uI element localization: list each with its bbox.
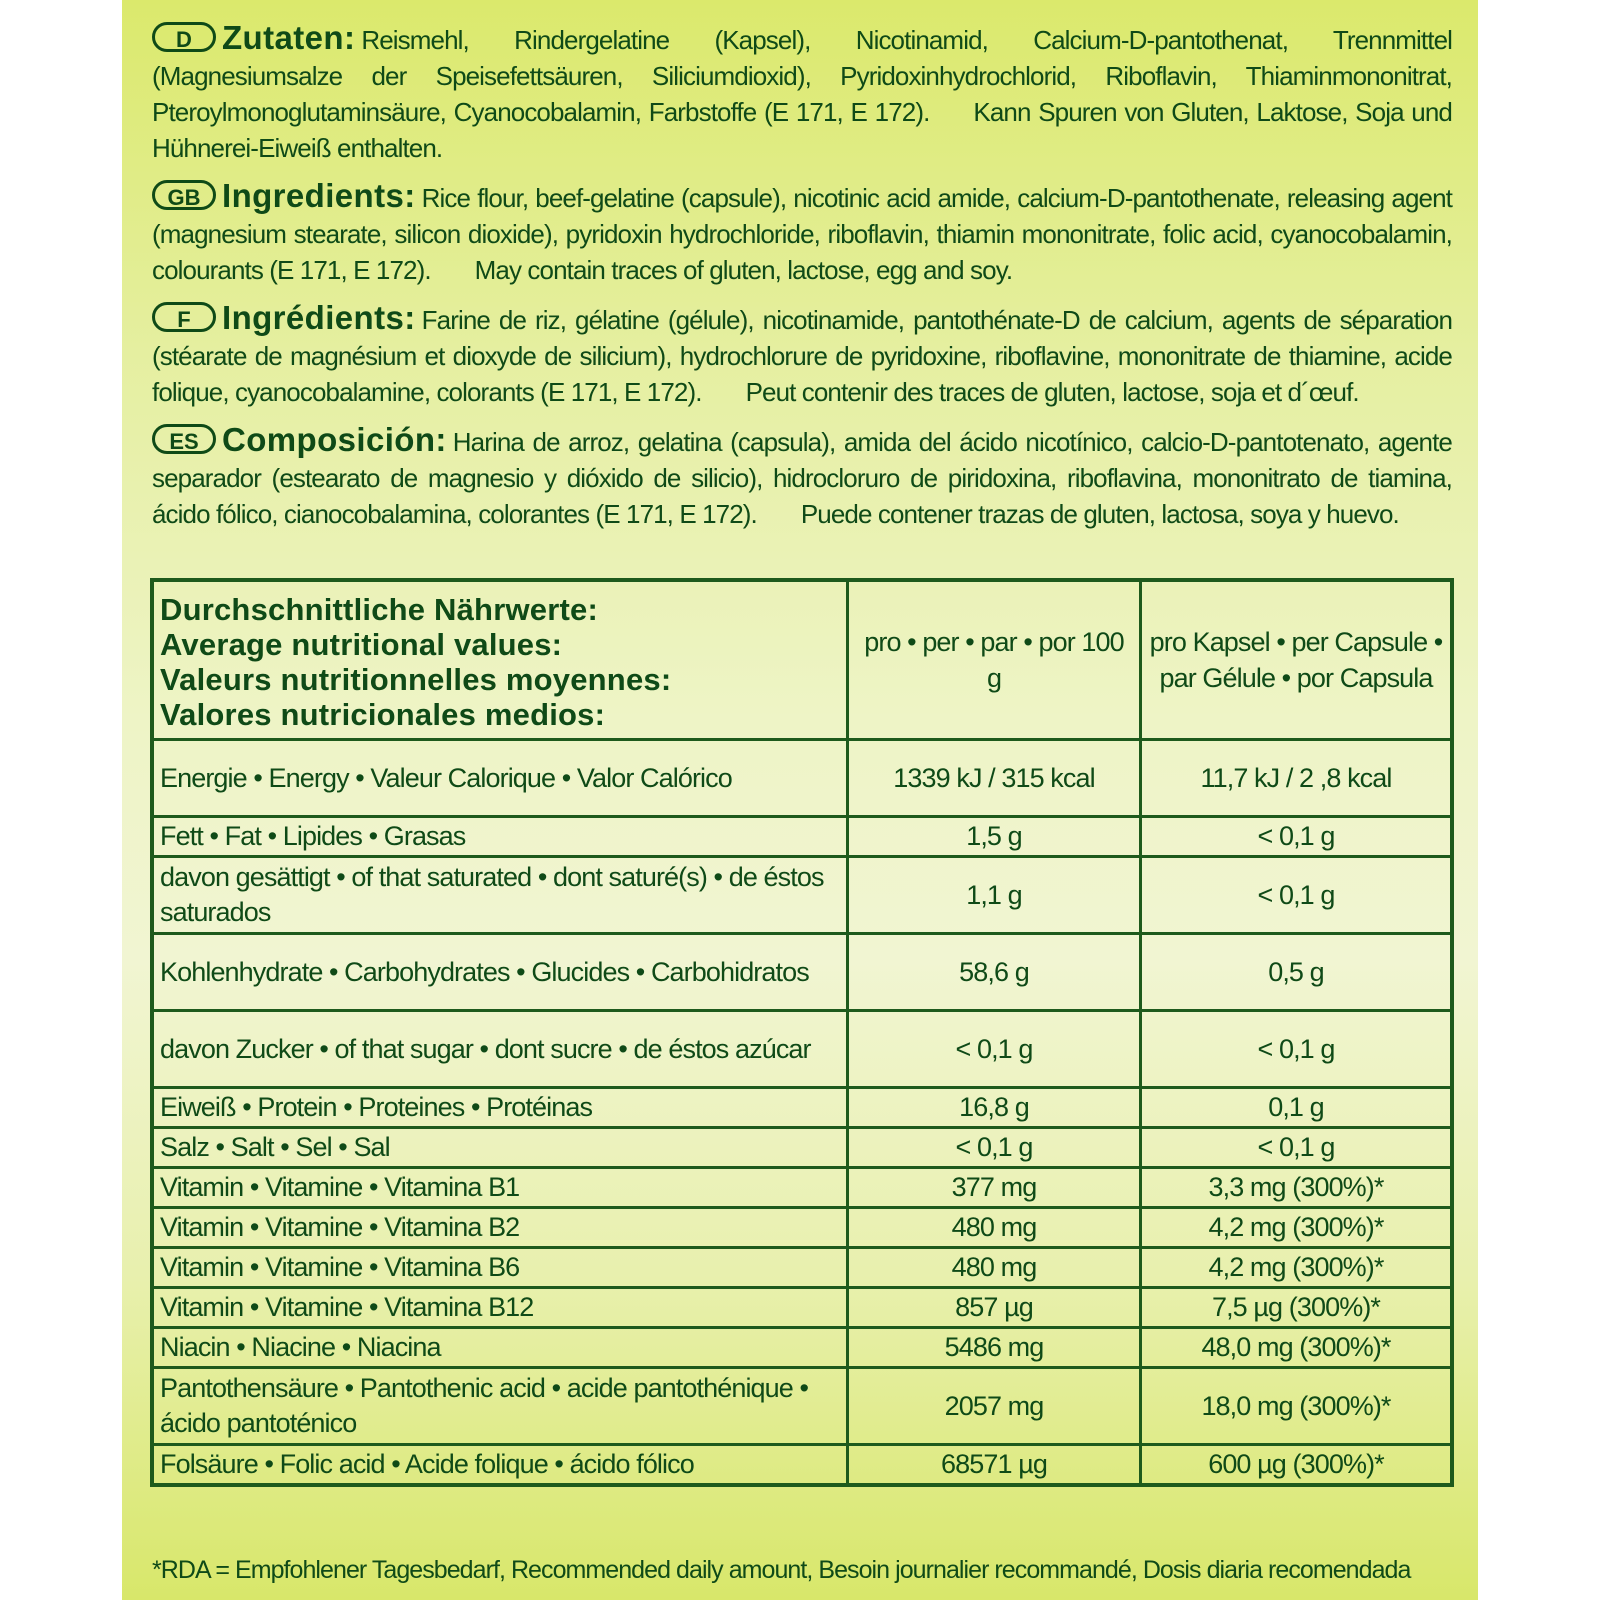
nutrient-name: Vitamin • Vitamine • Vitamina B6 [152, 1248, 848, 1288]
ingredients-heading-de: Zutaten: [222, 19, 356, 56]
nutrient-name: Vitamin • Vitamine • Vitamina B1 [152, 1168, 848, 1208]
table-row [152, 1168, 1452, 1208]
ingredients-heading-fr: Ingrédients: [222, 299, 416, 336]
table-row [152, 1328, 1452, 1368]
value-per-100g: 2057 mg [848, 1368, 1141, 1445]
nutrient-name: Pantothensäure • Pantothenic acid • acide pantothénique • ácido pantoténico [152, 1368, 848, 1445]
nutrient-name: davon Zucker • of that sugar • dont sucre • de éstos azúcar [152, 1011, 848, 1088]
value-per-capsule: < 0,1 g [1141, 1128, 1453, 1168]
value-per-100g: 1,1 g [848, 857, 1141, 934]
value-per-100g: 480 mg [848, 1248, 1141, 1288]
value-per-capsule: 4,2 mg (300%)* [1141, 1248, 1453, 1288]
table-row [152, 1368, 1452, 1445]
nutrient-name: Folsäure • Folic acid • Acide folique • ácido fólico [152, 1445, 848, 1486]
value-per-capsule: < 0,1 g [1141, 857, 1453, 934]
table-row [152, 1248, 1452, 1288]
value-per-100g: 5486 mg [848, 1328, 1141, 1368]
nutrient-name: Fett • Fat • Lipides • Grasas [152, 817, 848, 857]
table-row [152, 1011, 1452, 1088]
table-row [152, 740, 1452, 817]
value-per-capsule: 0,1 g [1141, 1088, 1453, 1128]
nutrition-title-es: Valores nutricionales medios: [160, 697, 606, 732]
nutrient-name: Kohlenhydrate • Carbohydrates • Glucides • Carbohidratos [152, 934, 848, 1011]
column-header-per-capsule: pro Kapsel • per Capsule • par Gélule • por Capsula [1141, 580, 1453, 740]
table-row [152, 817, 1452, 857]
ingredients-text-de: Reismehl, Rindergelatine (Kapsel), Nicotinamid, Calcium-D-pantothenat, Trennmittel (Magnesiumsalze der Speisefettsäuren, Siliciumdioxid), Pyridoxinhydrochlorid, Riboflavin, Thiaminmononitrat, Pteroylmonoglutaminsäure, Cyanocobalamin, Farbstoffe (E 171, E 172). [152, 25, 1452, 127]
table-row [152, 857, 1452, 934]
nutrition-table [150, 578, 1454, 1487]
nutrient-name: Salz • Salt • Sel • Sal [152, 1128, 848, 1168]
value-per-capsule: 600 µg (300%)* [1141, 1445, 1453, 1486]
value-per-100g: 857 µg [848, 1288, 1141, 1328]
value-per-100g: 480 mg [848, 1208, 1141, 1248]
product-label [122, 0, 1478, 1600]
nutrition-title-fr: Valeurs nutritionnelles moyennes: [160, 662, 672, 697]
nutrition-title-de: Durchschnittliche Nährwerte: [160, 592, 598, 627]
table-row [152, 1088, 1452, 1128]
ingredients-es [152, 422, 1452, 532]
allergen-note-fr: Peut contenir des traces de gluten, lactose, soja et d´œuf. [745, 377, 1359, 407]
ingredients-text-fr: Farine de riz, gélatine (gélule), nicotinamide, pantothénate-D de calcium, agents de séparation (stéarate de magnésium et dioxyde de silicium), hydrochlorure de pyridoxine, riboflavine, mononitrate de thiamine, acide folique, cyanocobalamine, colorants (E 171, E 172). [152, 305, 1452, 407]
value-per-capsule: < 0,1 g [1141, 1011, 1453, 1088]
table-row [152, 1208, 1452, 1248]
nutrient-name: davon gesättigt • of that saturated • dont saturé(s) • de éstos saturados [152, 857, 848, 934]
value-per-capsule: 0,5 g [1141, 934, 1453, 1011]
value-per-100g: 1339 kJ / 315 kcal [848, 740, 1141, 817]
allergen-note-de: Kann Spuren von Gluten, Laktose, Soja und Hühnerei-Eiweiß enthalten. [152, 97, 1452, 163]
ingredients-text-es: Harina de arroz, gelatina (capsula), amida del ácido nicotínico, calcio-D-pantotenato, agente separador (estearato de magnesio y dióxido de silicio), hidrocloruro de piridoxina, riboflavina, mononitrato de tiamina, ácido fólico, cianocobalamina, colorantes (E 171, E 172). [152, 427, 1452, 529]
value-per-100g: 377 mg [848, 1168, 1141, 1208]
value-per-100g: 68571 µg [848, 1445, 1141, 1486]
language-badge-de: D [152, 22, 216, 52]
nutrient-name: Energie • Energy • Valeur Calorique • Valor Calórico [152, 740, 848, 817]
value-per-100g: < 0,1 g [848, 1011, 1141, 1088]
ingredients-heading-es: Composición: [222, 421, 447, 458]
column-header-per-100g: pro • per • par • por 100 g [848, 580, 1141, 740]
value-per-100g: 58,6 g [848, 934, 1141, 1011]
table-row [152, 934, 1452, 1011]
value-per-capsule: 11,7 kJ / 2 ,8 kcal [1141, 740, 1453, 817]
value-per-capsule: 3,3 mg (300%)* [1141, 1168, 1453, 1208]
table-row [152, 1445, 1452, 1486]
nutrition-title-gb: Average nutritional values: [160, 627, 563, 662]
ingredients-de [152, 20, 1452, 166]
value-per-capsule: 18,0 mg (300%)* [1141, 1368, 1453, 1445]
allergen-note-gb: May contain traces of gluten, lactose, egg and soy. [474, 255, 1013, 285]
nutrient-name: Niacin • Niacine • Niacina [152, 1328, 848, 1368]
value-per-100g: 16,8 g [848, 1088, 1141, 1128]
nutrient-name: Vitamin • Vitamine • Vitamina B2 [152, 1208, 848, 1248]
rda-footnote: *RDA = Empfohlener Tagesbedarf, Recommended daily amount, Besoin journalier recommandé, Dosis diaria recomendada [152, 1556, 1411, 1584]
value-per-capsule: 4,2 mg (300%)* [1141, 1208, 1453, 1248]
table-row [152, 1288, 1452, 1328]
value-per-100g: < 0,1 g [848, 1128, 1141, 1168]
language-badge-fr: F [152, 302, 216, 332]
allergen-note-es: Puede contener trazas de gluten, lactosa, soya y huevo. [800, 499, 1399, 529]
language-badge-gb: GB [152, 180, 216, 210]
nutrition-table-title [152, 580, 848, 740]
nutrient-name: Vitamin • Vitamine • Vitamina B12 [152, 1288, 848, 1328]
value-per-100g: 1,5 g [848, 817, 1141, 857]
value-per-capsule: < 0,1 g [1141, 817, 1453, 857]
value-per-capsule: 7,5 µg (300%)* [1141, 1288, 1453, 1328]
ingredients-section [152, 20, 1452, 544]
table-row [152, 1128, 1452, 1168]
ingredients-text-gb: Rice flour, beef-gelatine (capsule), nicotinic acid amide, calcium-D-pantothenate, releasing agent (magnesium stearate, silicon dioxide), pyridoxin hydrochloride, riboflavin, thiamin mononitrate, folic acid, cyanocobalamin, colourants (E 171, E 172). [152, 183, 1452, 285]
ingredients-fr [152, 300, 1452, 410]
ingredients-heading-gb: Ingredients: [222, 177, 416, 214]
ingredients-gb [152, 178, 1452, 288]
nutrition-header-row [152, 580, 1452, 740]
nutrient-name: Eiweiß • Protein • Proteines • Protéinas [152, 1088, 848, 1128]
language-badge-es: ES [152, 424, 216, 454]
value-per-capsule: 48,0 mg (300%)* [1141, 1328, 1453, 1368]
